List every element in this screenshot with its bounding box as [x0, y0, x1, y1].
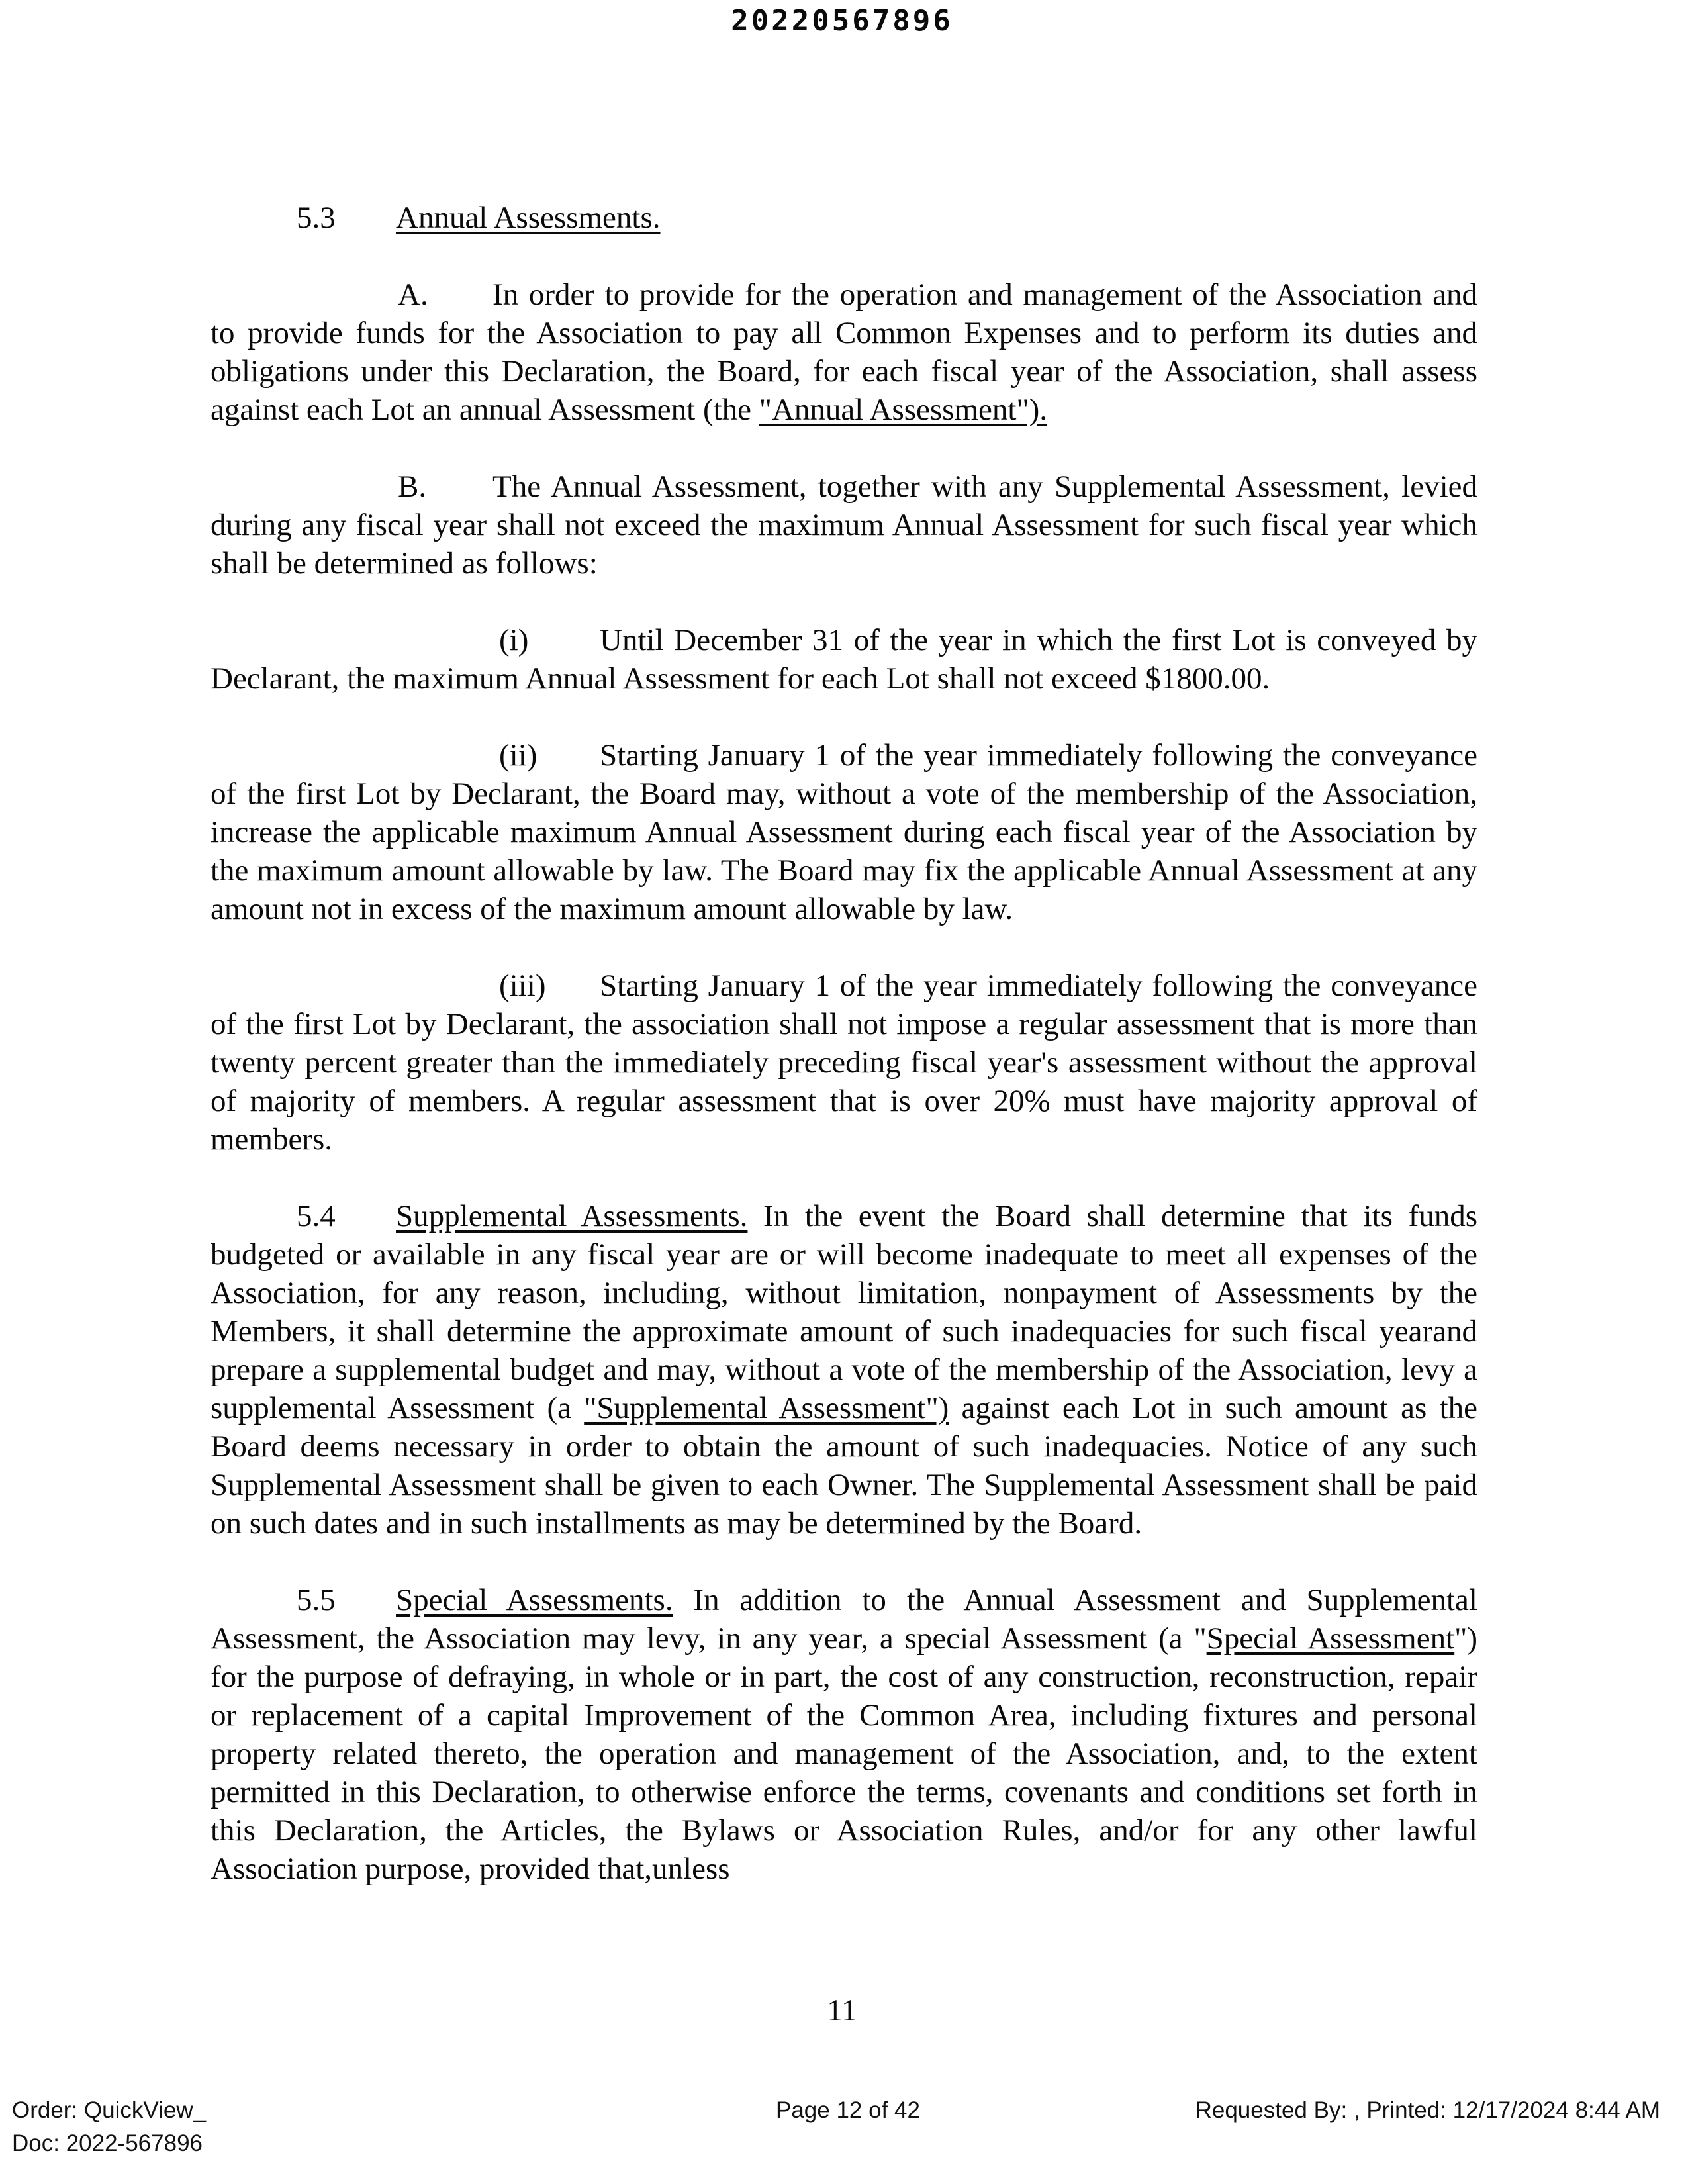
footer-doc: Doc: 2022-567896	[12, 2130, 203, 2156]
section-number: 5.3	[297, 201, 336, 235]
section-5-4	[210, 1197, 1477, 1543]
footer-page: Page 12 of 42	[776, 2097, 920, 2123]
subparagraph-label: (ii)	[499, 738, 538, 773]
section-number: 5.4	[297, 1199, 336, 1233]
paragraph-text: In order to provide for the operation and management of the Association and to provide funds for the Association to pay all Common Expenses and to perform its duties and obligations under this Declaration, the Board, for each fiscal year of the Association, shall assess against each Lot an annual Assessment (the	[210, 277, 1477, 427]
paragraph-text: The Annual Assessment, together with any Supplemental Assessment, levied during any fiscal year shall not exceed the maximum Annual Assessment for such fiscal year which shall be determined as follows:	[210, 469, 1477, 581]
subparagraph-text: Starting January 1 of the year immediately following the conveyance of the first Lot by Declarant, the association shall not impose a regular assessment that is more than twenty percent greater than the immediately preceding fiscal year's assessment without the approval of majority of members. A regular assessment that is over 20% must have majority approval of members.	[210, 969, 1477, 1157]
paragraph-label: B.	[398, 469, 427, 504]
subparagraph-iii	[210, 967, 1477, 1159]
defined-term-annual-assessment: "Annual Assessment").	[759, 393, 1048, 427]
section-text: In addition to the Annual Assessment and Supplemental Assessment, the Association may levy, in any year, a special Assessment (a "	[210, 1583, 1477, 1656]
paragraph-5-3-a	[210, 275, 1477, 429]
section-title: Annual Assessments.	[396, 201, 661, 235]
section-number: 5.5	[297, 1583, 336, 1617]
subparagraph-label: (iii)	[499, 969, 546, 1003]
recording-number: 20220567896	[731, 4, 953, 38]
subparagraph-text: Until December 31 of the year in which the first Lot is conveyed by Declarant, the maximum Annual Assessment for each Lot shall not exceed $1800.00.	[210, 623, 1477, 696]
subparagraph-i	[210, 621, 1477, 698]
section-title: Supplemental Assessments.	[396, 1199, 748, 1233]
defined-term-supplemental-assessment: "Supplemental Assessment")	[584, 1391, 949, 1425]
page-number: 11	[827, 1993, 857, 2028]
footer-requested-printed: Requested By: , Printed: 12/17/2024 8:44 AM	[1195, 2097, 1660, 2123]
subparagraph-label: (i)	[499, 623, 529, 657]
paragraph-5-3-b	[210, 467, 1477, 583]
section-5-3-heading	[210, 199, 1477, 237]
section-text-after: ") for the purpose of defraying, in whole or in part, the cost of any construction, reconstruction, repair or replacement of a capital Improvement of the Common Area, including fixtures and personal property related thereto, the operation and management of the Association, and, to the extent permitted in this Declaration, to otherwise enforce the terms, covenants and conditions set forth in this Declaration, the Articles, the Bylaws or Association Rules, and/or for any other lawful Association purpose, provided that,unless	[210, 1621, 1477, 1886]
footer-order: Order: QuickView_	[12, 2097, 207, 2123]
section-text-after: against each Lot in such amount as the Board deems necessary in order to obtain the amount of such inadequacies. Notice of any such Supplemental Assessment shall be given to each Owner. The Supplemental Assessment shall be paid on such dates and in such installments as may be determined by the Board.	[210, 1391, 1478, 1541]
section-5-5	[210, 1581, 1477, 1888]
section-text: In the event the Board shall determine that its funds budgeted or available in any fiscal year are or will become inadequate to meet all expenses of the Association, for any reason, including, without limitation, nonpayment of Assessments by the Members, it shall determine the approximate amount of such inadequacies for such fiscal yearand prepare a supplemental budget and may, without a vote of the membership of the Association, levy a supplemental Assessment (a	[210, 1199, 1477, 1425]
subparagraph-ii	[210, 736, 1477, 928]
paragraph-label: A.	[398, 277, 428, 312]
document-body	[210, 199, 1477, 1926]
defined-term-special-assessment: Special Assessment	[1206, 1621, 1455, 1656]
section-title: Special Assessments.	[396, 1583, 673, 1617]
subparagraph-text: Starting January 1 of the year immediately following the conveyance of the first Lot by Declarant, the Board may, without a vote of the membership of the Association, increase the applicable maximum Annual Assessment during each fiscal year of the Association by the maximum amount allowable by law. The Board may fix the applicable Annual Assessment at any amount not in excess of the maximum amount allowable by law.	[210, 738, 1477, 926]
